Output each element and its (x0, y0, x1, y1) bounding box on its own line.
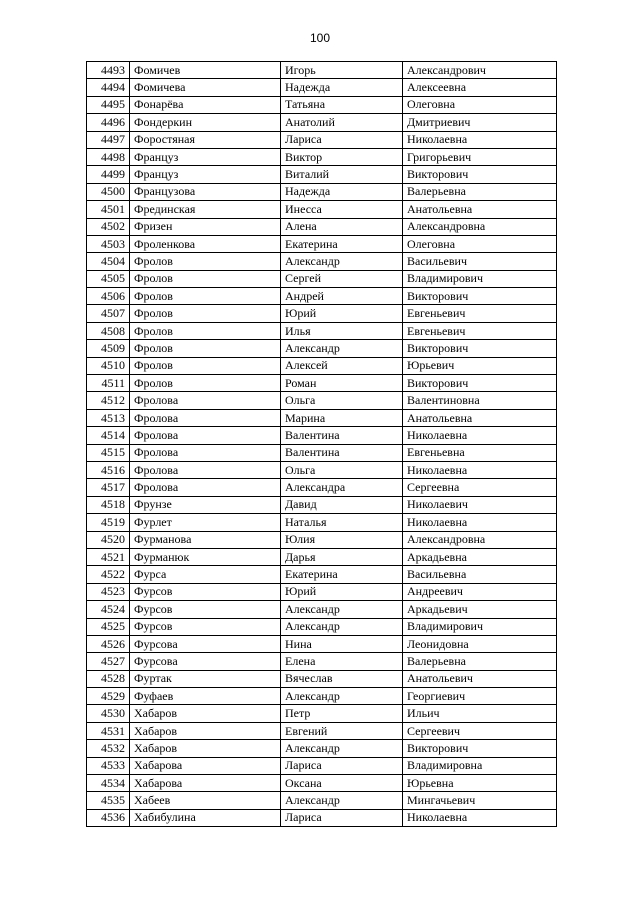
last-name-cell: Фролов (130, 340, 281, 357)
last-name-cell: Фролова (130, 479, 281, 496)
table-row (87, 201, 557, 218)
last-name-cell: Хабеев (130, 792, 281, 809)
table-row (87, 131, 557, 148)
first-name-cell: Лариса (281, 809, 403, 826)
first-name-cell: Виктор (281, 148, 403, 165)
middle-name-cell: Георгиевич (403, 688, 557, 705)
table-row (87, 635, 557, 652)
row-number-cell: 4529 (87, 688, 130, 705)
table-row (87, 427, 557, 444)
table-row (87, 114, 557, 131)
table-row (87, 253, 557, 270)
row-number-cell: 4503 (87, 235, 130, 252)
table-row (87, 288, 557, 305)
table-row (87, 496, 557, 513)
middle-name-cell: Николаевич (403, 496, 557, 513)
first-name-cell: Илья (281, 322, 403, 339)
first-name-cell: Александр (281, 340, 403, 357)
first-name-cell: Александр (281, 618, 403, 635)
last-name-cell: Хабаров (130, 740, 281, 757)
middle-name-cell: Васильевич (403, 253, 557, 270)
table-row (87, 757, 557, 774)
last-name-cell: Форостяная (130, 131, 281, 148)
row-number-cell: 4519 (87, 514, 130, 531)
table-row (87, 531, 557, 548)
first-name-cell: Анатолий (281, 114, 403, 131)
table-row (87, 479, 557, 496)
middle-name-cell: Аркадьевич (403, 601, 557, 618)
table-row (87, 461, 557, 478)
row-number-cell: 4497 (87, 131, 130, 148)
middle-name-cell: Анатольевна (403, 409, 557, 426)
row-number-cell: 4531 (87, 722, 130, 739)
first-name-cell: Ольга (281, 461, 403, 478)
middle-name-cell: Андреевич (403, 583, 557, 600)
row-number-cell: 4517 (87, 479, 130, 496)
last-name-cell: Фурсова (130, 635, 281, 652)
middle-name-cell: Дмитриевич (403, 114, 557, 131)
first-name-cell: Дарья (281, 548, 403, 565)
table-row (87, 62, 557, 79)
row-number-cell: 4506 (87, 288, 130, 305)
table-row (87, 357, 557, 374)
table-row (87, 305, 557, 322)
first-name-cell: Александр (281, 253, 403, 270)
first-name-cell: Вячеслав (281, 670, 403, 687)
table-row (87, 583, 557, 600)
last-name-cell: Фролова (130, 461, 281, 478)
row-number-cell: 4507 (87, 305, 130, 322)
last-name-cell: Фурманова (130, 531, 281, 548)
last-name-cell: Хабибулина (130, 809, 281, 826)
middle-name-cell: Ильич (403, 705, 557, 722)
row-number-cell: 4535 (87, 792, 130, 809)
last-name-cell: Фролова (130, 444, 281, 461)
first-name-cell: Сергей (281, 270, 403, 287)
row-number-cell: 4526 (87, 635, 130, 652)
middle-name-cell: Валерьевна (403, 653, 557, 670)
row-number-cell: 4505 (87, 270, 130, 287)
first-name-cell: Алена (281, 218, 403, 235)
table-row (87, 670, 557, 687)
first-name-cell: Юлия (281, 531, 403, 548)
first-name-cell: Евгений (281, 722, 403, 739)
table-row (87, 96, 557, 113)
last-name-cell: Фроленкова (130, 235, 281, 252)
middle-name-cell: Олеговна (403, 235, 557, 252)
middle-name-cell: Юрьевич (403, 357, 557, 374)
middle-name-cell: Евгеньевич (403, 305, 557, 322)
row-number-cell: 4528 (87, 670, 130, 687)
row-number-cell: 4499 (87, 166, 130, 183)
row-number-cell: 4501 (87, 201, 130, 218)
table-row (87, 235, 557, 252)
row-number-cell: 4514 (87, 427, 130, 444)
middle-name-cell: Александровна (403, 531, 557, 548)
middle-name-cell: Владимировна (403, 757, 557, 774)
row-number-cell: 4498 (87, 148, 130, 165)
row-number-cell: 4495 (87, 96, 130, 113)
middle-name-cell: Николаевна (403, 427, 557, 444)
middle-name-cell: Александрович (403, 62, 557, 79)
middle-name-cell: Николаевна (403, 514, 557, 531)
first-name-cell: Марина (281, 409, 403, 426)
first-name-cell: Алексей (281, 357, 403, 374)
row-number-cell: 4521 (87, 548, 130, 565)
first-name-cell: Екатерина (281, 566, 403, 583)
last-name-cell: Фуртак (130, 670, 281, 687)
row-number-cell: 4532 (87, 740, 130, 757)
row-number-cell: 4520 (87, 531, 130, 548)
middle-name-cell: Александровна (403, 218, 557, 235)
middle-name-cell: Валентиновна (403, 392, 557, 409)
first-name-cell: Инесса (281, 201, 403, 218)
last-name-cell: Фурсова (130, 653, 281, 670)
table-row (87, 514, 557, 531)
last-name-cell: Хабарова (130, 775, 281, 792)
middle-name-cell: Евгеньевна (403, 444, 557, 461)
row-number-cell: 4516 (87, 461, 130, 478)
first-name-cell: Андрей (281, 288, 403, 305)
table-row (87, 409, 557, 426)
row-number-cell: 4500 (87, 183, 130, 200)
row-number-cell: 4534 (87, 775, 130, 792)
table-row (87, 688, 557, 705)
middle-name-cell: Сергеевич (403, 722, 557, 739)
first-name-cell: Валентина (281, 444, 403, 461)
table-row (87, 548, 557, 565)
first-name-cell: Роман (281, 375, 403, 392)
page-number: 100 (309, 31, 331, 45)
middle-name-cell: Анатольевна (403, 201, 557, 218)
first-name-cell: Игорь (281, 62, 403, 79)
last-name-cell: Фролов (130, 375, 281, 392)
last-name-cell: Фролов (130, 288, 281, 305)
first-name-cell: Виталий (281, 166, 403, 183)
row-number-cell: 4518 (87, 496, 130, 513)
table-row (87, 792, 557, 809)
middle-name-cell: Алексеевна (403, 79, 557, 96)
middle-name-cell: Васильевна (403, 566, 557, 583)
last-name-cell: Фомичева (130, 79, 281, 96)
row-number-cell: 4536 (87, 809, 130, 826)
middle-name-cell: Анатольевич (403, 670, 557, 687)
last-name-cell: Фролов (130, 270, 281, 287)
last-name-cell: Фурса (130, 566, 281, 583)
row-number-cell: 4502 (87, 218, 130, 235)
row-number-cell: 4523 (87, 583, 130, 600)
last-name-cell: Фрунзе (130, 496, 281, 513)
last-name-cell: Хабарова (130, 757, 281, 774)
middle-name-cell: Викторович (403, 288, 557, 305)
middle-name-cell: Аркадьевна (403, 548, 557, 565)
table-row (87, 566, 557, 583)
table-row (87, 740, 557, 757)
last-name-cell: Фризен (130, 218, 281, 235)
table-row (87, 183, 557, 200)
table-row (87, 270, 557, 287)
table-row (87, 218, 557, 235)
table-row (87, 148, 557, 165)
middle-name-cell: Владимирович (403, 270, 557, 287)
last-name-cell: Фролов (130, 322, 281, 339)
row-number-cell: 4527 (87, 653, 130, 670)
last-name-cell: Фролова (130, 409, 281, 426)
middle-name-cell: Викторович (403, 340, 557, 357)
first-name-cell: Татьяна (281, 96, 403, 113)
first-name-cell: Юрий (281, 305, 403, 322)
row-number-cell: 4496 (87, 114, 130, 131)
first-name-cell: Лариса (281, 131, 403, 148)
middle-name-cell: Леонидовна (403, 635, 557, 652)
first-name-cell: Петр (281, 705, 403, 722)
first-name-cell: Надежда (281, 79, 403, 96)
registry-table-body (87, 62, 557, 827)
last-name-cell: Фролов (130, 305, 281, 322)
middle-name-cell: Николаевна (403, 809, 557, 826)
middle-name-cell: Олеговна (403, 96, 557, 113)
row-number-cell: 4493 (87, 62, 130, 79)
last-name-cell: Фондеркин (130, 114, 281, 131)
row-number-cell: 4512 (87, 392, 130, 409)
first-name-cell: Валентина (281, 427, 403, 444)
table-row (87, 375, 557, 392)
last-name-cell: Хабаров (130, 722, 281, 739)
first-name-cell: Александр (281, 601, 403, 618)
last-name-cell: Фролова (130, 427, 281, 444)
row-number-cell: 4533 (87, 757, 130, 774)
table-row (87, 340, 557, 357)
table-row (87, 705, 557, 722)
row-number-cell: 4504 (87, 253, 130, 270)
row-number-cell: 4515 (87, 444, 130, 461)
registry-table (86, 61, 557, 827)
table-row (87, 444, 557, 461)
first-name-cell: Александр (281, 688, 403, 705)
row-number-cell: 4511 (87, 375, 130, 392)
middle-name-cell: Мингачьевич (403, 792, 557, 809)
first-name-cell: Александр (281, 792, 403, 809)
last-name-cell: Фролов (130, 357, 281, 374)
middle-name-cell: Валерьевна (403, 183, 557, 200)
middle-name-cell: Евгеньевич (403, 322, 557, 339)
table-row (87, 653, 557, 670)
table-row (87, 809, 557, 826)
last-name-cell: Фурсов (130, 601, 281, 618)
last-name-cell: Фролов (130, 253, 281, 270)
last-name-cell: Француз (130, 166, 281, 183)
last-name-cell: Фонарёва (130, 96, 281, 113)
table-row (87, 722, 557, 739)
row-number-cell: 4530 (87, 705, 130, 722)
row-number-cell: 4509 (87, 340, 130, 357)
first-name-cell: Надежда (281, 183, 403, 200)
row-number-cell: 4522 (87, 566, 130, 583)
table-row (87, 601, 557, 618)
table-row (87, 775, 557, 792)
first-name-cell: Александр (281, 740, 403, 757)
table-row (87, 79, 557, 96)
last-name-cell: Французова (130, 183, 281, 200)
first-name-cell: Ольга (281, 392, 403, 409)
table-row (87, 322, 557, 339)
last-name-cell: Хабаров (130, 705, 281, 722)
row-number-cell: 4508 (87, 322, 130, 339)
middle-name-cell: Сергеевна (403, 479, 557, 496)
middle-name-cell: Николаевна (403, 461, 557, 478)
middle-name-cell: Владимирович (403, 618, 557, 635)
middle-name-cell: Викторович (403, 740, 557, 757)
last-name-cell: Фурманюк (130, 548, 281, 565)
first-name-cell: Елена (281, 653, 403, 670)
first-name-cell: Александра (281, 479, 403, 496)
last-name-cell: Фуфаев (130, 688, 281, 705)
row-number-cell: 4510 (87, 357, 130, 374)
first-name-cell: Лариса (281, 757, 403, 774)
row-number-cell: 4525 (87, 618, 130, 635)
table-row (87, 392, 557, 409)
last-name-cell: Фролова (130, 392, 281, 409)
last-name-cell: Фурсов (130, 618, 281, 635)
last-name-cell: Фомичев (130, 62, 281, 79)
last-name-cell: Фурсов (130, 583, 281, 600)
first-name-cell: Нина (281, 635, 403, 652)
table-row (87, 166, 557, 183)
middle-name-cell: Викторович (403, 166, 557, 183)
row-number-cell: 4494 (87, 79, 130, 96)
row-number-cell: 4524 (87, 601, 130, 618)
first-name-cell: Оксана (281, 775, 403, 792)
middle-name-cell: Викторович (403, 375, 557, 392)
middle-name-cell: Николаевна (403, 131, 557, 148)
first-name-cell: Наталья (281, 514, 403, 531)
last-name-cell: Француз (130, 148, 281, 165)
first-name-cell: Екатерина (281, 235, 403, 252)
middle-name-cell: Григорьевич (403, 148, 557, 165)
row-number-cell: 4513 (87, 409, 130, 426)
last-name-cell: Фрединская (130, 201, 281, 218)
last-name-cell: Фурлет (130, 514, 281, 531)
first-name-cell: Юрий (281, 583, 403, 600)
table-row (87, 618, 557, 635)
middle-name-cell: Юрьевна (403, 775, 557, 792)
first-name-cell: Давид (281, 496, 403, 513)
